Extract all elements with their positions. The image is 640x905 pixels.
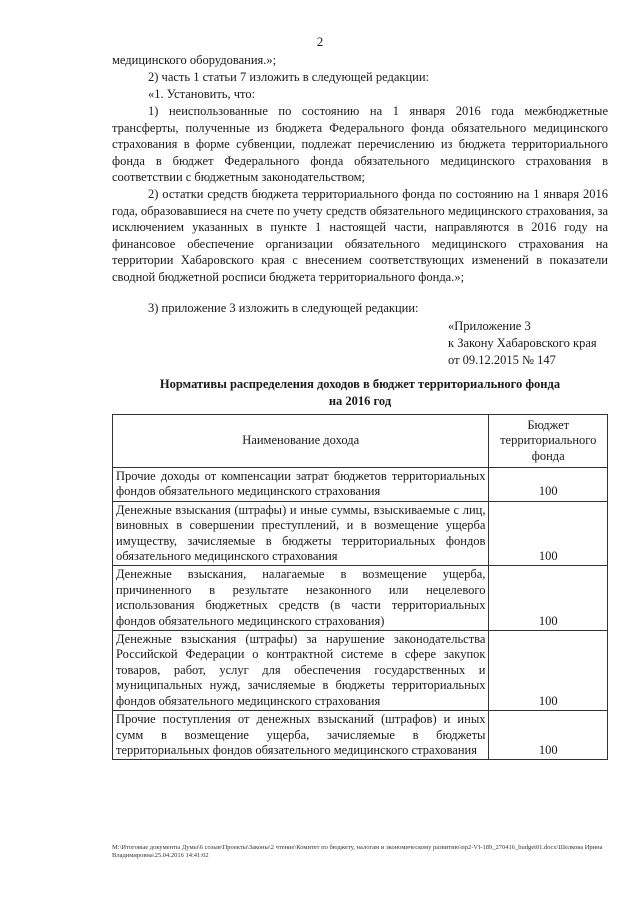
table-row	[113, 468, 608, 502]
table-title-line-2: на 2016 год	[328, 393, 392, 408]
paragraph-subitem-1: 1) неиспользованные по состоянию на 1 января 2016 года межбюджетные трансферты, полученные из бюджета Федерального фонда обязательного медицинского страхования в форме субвенции, подлежат перечислению из бюджета территориального фонда в бюджет Федерального фонда обязательного медицинского страхования в соответствии с бюджетным законодательством;	[112, 104, 608, 185]
table-title-line-1: Нормативы распределения доходов в бюджет территориального фонда	[159, 377, 561, 391]
paragraph-part-1: «1. Установить, что:	[148, 87, 256, 101]
income-value: 100	[489, 566, 608, 631]
paragraph-subitem-2: 2) остатки средств бюджета территориального фонда по состоянию на 1 января 2016 года, образовавшиеся на счете по учету средств обязательного медицинского страхования, за исключением указанных в пункте 1 настоящей части, направляются в 2016 году на финансовое обеспечение организации обязательного медицинского страхования на территории Хабаровского края с внесением соответствующих изменений в показатели сводной бюджетной росписи бюджета территориального фонда.»;	[112, 187, 608, 284]
income-name: Прочие поступления от денежных взысканий (штрафов) и иных сумм в возмещение ущерба, зачисляемые в бюджеты территориальных фондов обязательного медицинского страхования	[113, 711, 489, 760]
paragraph-continuation: медицинского оборудования.»;	[112, 53, 277, 67]
appendix-line-3: от 09.12.2015 № 147	[448, 353, 556, 367]
revenue-table	[112, 414, 608, 760]
table-title	[112, 376, 608, 409]
table-row	[113, 631, 608, 711]
appendix-line-1: «Приложение 3	[448, 319, 531, 333]
income-value: 100	[489, 631, 608, 711]
income-value: 100	[489, 711, 608, 760]
income-name: Денежные взыскания (штрафы) за нарушение законодательства Российской Федерации о контрактной системе в сфере закупок товаров, работ, услуг для обеспечения государственных и муниципальных нужд, зачисляемые в бюджеты территориальных фондов обязательного медицинского страхования	[113, 631, 489, 711]
table-row	[113, 566, 608, 631]
income-value: 100	[489, 501, 608, 566]
table-header-row	[113, 415, 608, 468]
header-budget: Бюджет территориального фонда	[489, 415, 608, 468]
file-path-footer: M:\Итоговые документы Думы\6 созыв\Проекты\Законы\2 чтение\Комитет по бюджету, налогам и экономическому развитию\пр2-VI-189_270416_budget01.docx\Шелкова Ирина Владимировна\25.04.2016 14:41:02	[112, 844, 603, 859]
paragraph-item-3: 3) приложение 3 изложить в следующей редакции:	[148, 301, 419, 315]
income-name: Денежные взыскания, налагаемые в возмещение ущерба, причиненного в результате незаконного или нецелевого использования бюджетных средств (в части территориальных фондов обязательного медицинского страхования)	[113, 566, 489, 631]
table-row	[113, 501, 608, 566]
income-value: 100	[489, 468, 608, 502]
paragraph-item-2: 2) часть 1 статьи 7 изложить в следующей редакции:	[148, 70, 430, 84]
income-name: Прочие доходы от компенсации затрат бюджетов территориальных фондов обязательного медицинского страхования	[113, 468, 489, 502]
income-name: Денежные взыскания (штрафы) и иные суммы, взыскиваемые с лиц, виновных в совершении преступлений, и в возмещение ущерба имуществу, зачисляемые в бюджеты территориальных фондов обязательного медицинского страхования	[113, 501, 489, 566]
appendix-line-2: к Закону Хабаровского края	[448, 336, 597, 350]
header-income-name: Наименование дохода	[113, 415, 489, 468]
table-row	[113, 711, 608, 760]
page-number: 2	[316, 34, 324, 49]
